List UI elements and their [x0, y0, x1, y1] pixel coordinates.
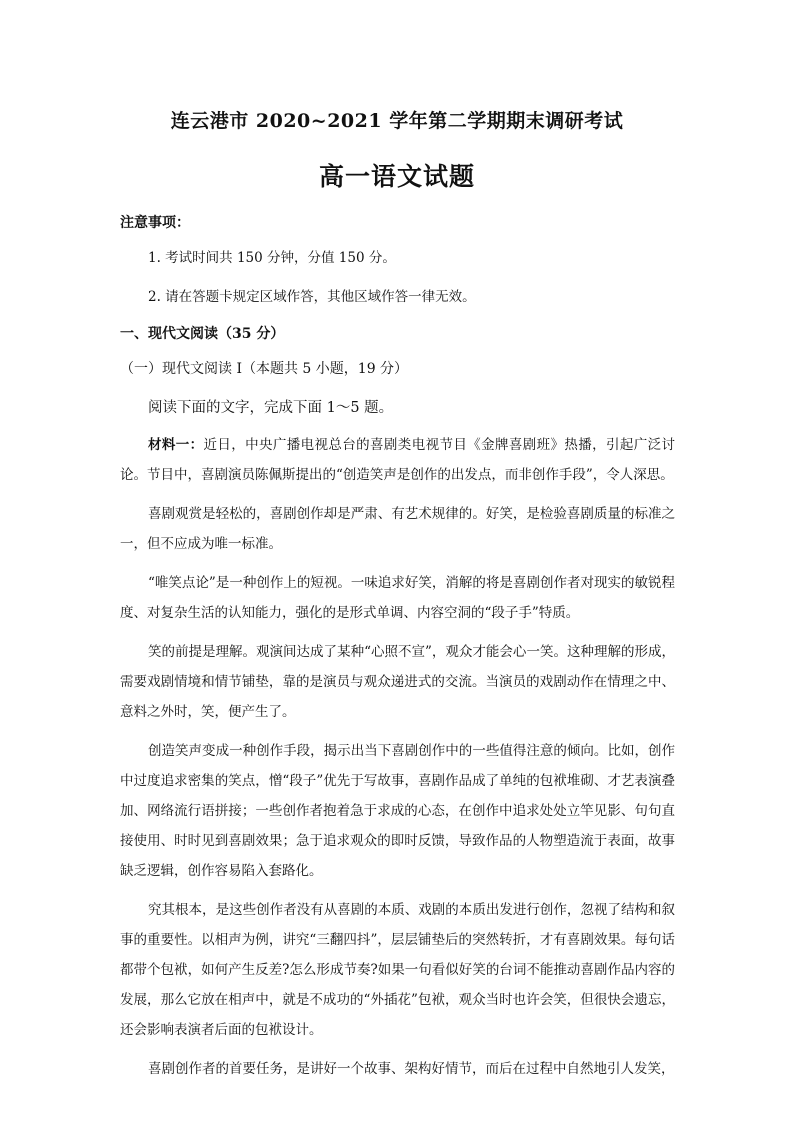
section-heading: 一、现代文阅读（35 分） — [120, 326, 285, 342]
subject-title: 高一语文试题 — [318, 162, 475, 191]
paragraph-text: 近日，中央广播电视总台的喜剧类电视节目《金牌喜剧班》热播，引起广泛讨论。节目中，喜剧演员陈佩斯提出的“创造笑声是创作的出发点，而非创作手段”，令人深思。 — [120, 437, 676, 483]
material-paragraph: 喜剧创作者的首要任务，是讲好一个故事、架构好情节，而后在过程中自然地引人发笑， — [148, 1061, 675, 1077]
material-paragraph: 创造笑声变成一种创作手段，揭示出当下喜剧创作中的一些值得注意的倾向。比如，创作中过度追求密集的笑点，憎“段子”优先于写故事，喜剧作品成了单纯的包袱堆砌、才艺表演叠加、网络流行语拼接；一些创作者抱着急于求成的心态，在创作中追求处处立竿见影、句句直接使用、时时见到喜剧效果；急于追求观众的即时反馈，导致作品的人物塑造流于表面，故事缺乏逻辑，创作容易陷入套路化。 — [120, 743, 675, 879]
exam-title: 连云港市 2020~2021 学年第二学期期末调研考试 — [170, 110, 624, 132]
notice-heading: 注意事项： — [120, 215, 190, 231]
reading-instruction: 阅读下面的文字，完成下面 1～5 题。 — [148, 400, 394, 416]
material-lead: 材料一： — [148, 437, 204, 453]
reading-material — [120, 430, 675, 1093]
subsection-heading: （一）现代文阅读 I（本题共 5 小题，19 分） — [120, 361, 409, 377]
material-paragraph: “唯笑点论”是一种创作上的短视。一味追求好笑，消解的将是喜剧创作者对现实的敏锐程度、对复杂生活的认知能力，强化的是形式单调、内容空洞的“段子手”特质。 — [120, 575, 675, 621]
material-paragraph: 究其根本，是这些创作者没有从喜剧的本质、戏剧的本质出发进行创作，忽视了结构和叙事的重要性。以相声为例，讲究“三翻四抖”，层层铺垫后的突然转折，才有喜剧效果。每句话都带个包袱，如何产生反差?怎么形成节奏?如果一句看似好笑的台词不能推动喜剧作品内容的发展，那么它放在相声中，就是不成功的“外插花”包袱，观众当时也许会笑，但很快会遗忘，还会影响表演者后面的包袱设计。 — [120, 902, 675, 1038]
notice-item: 1. 考试时间共 150 分钟，分值 150 分。 — [148, 250, 396, 266]
material-paragraph — [120, 430, 675, 490]
material-paragraph: 笑的前提是理解。观演间达成了某种“心照不宣”，观众才能会心一笑。这种理解的形成，需要戏剧情境和情节铺垫，靠的是演员与观众递进式的交流。当演员的戏剧动作在情理之中、意料之外时，笑，便产生了。 — [120, 644, 675, 720]
notice-item: 2. 请在答题卡规定区域作答，其他区域作答一律无效。 — [148, 289, 476, 305]
material-paragraph: 喜剧观赏是轻松的，喜剧创作却是严肃、有艺术规律的。好笑，是检验喜剧质量的标准之一，但不应成为唯一标准。 — [120, 506, 675, 552]
